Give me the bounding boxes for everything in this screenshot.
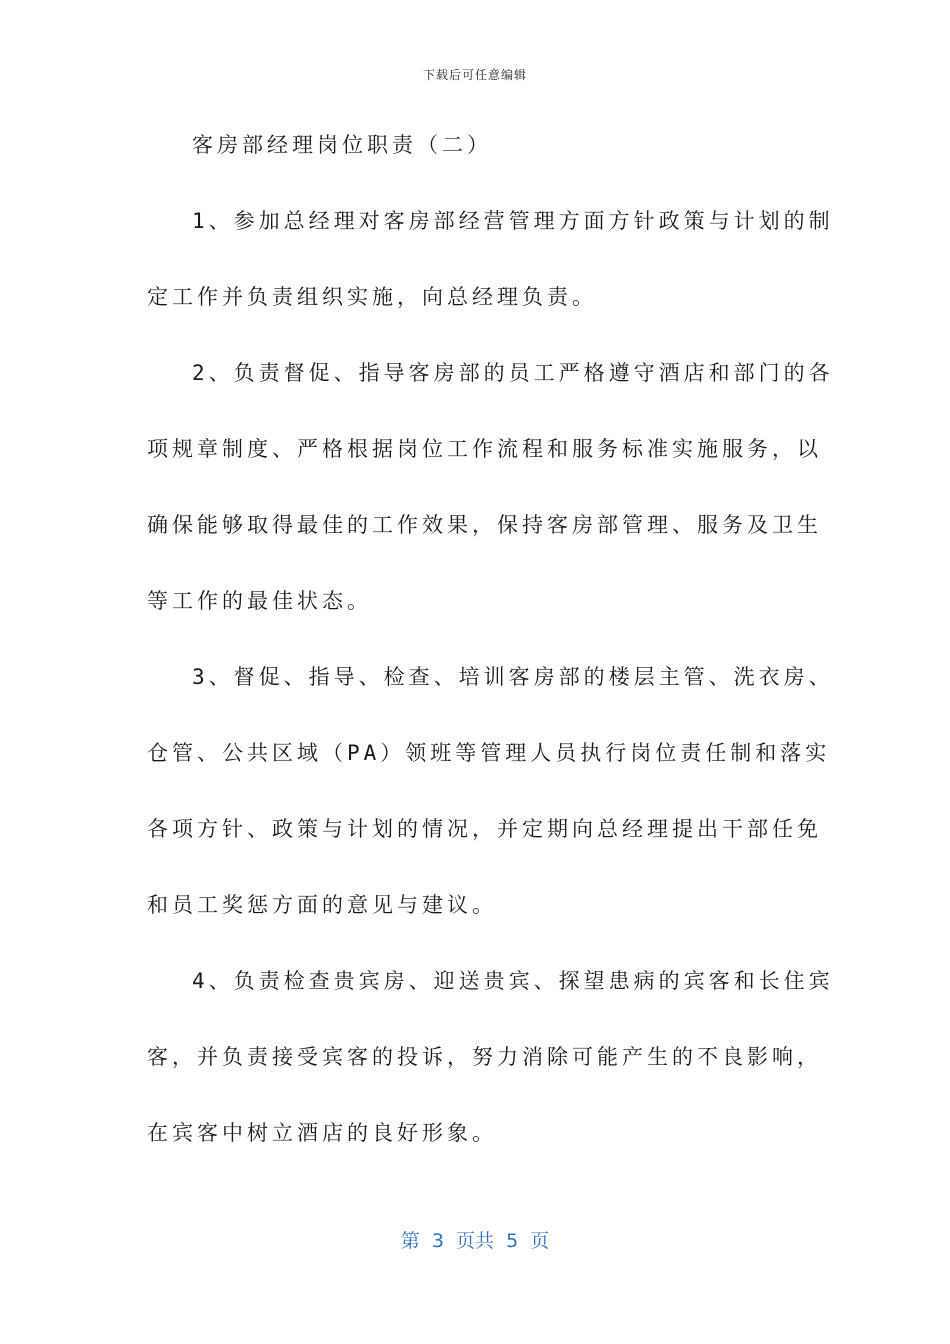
paragraph-2-line-1: 2、负责督促、指导客房部的员工严格遵守酒店和部门的各 (192, 361, 834, 385)
paragraph-3-line-4: 和员工奖惩方面的意见与建议。 (147, 893, 497, 917)
paragraph-2-line-4: 等工作的最佳状态。 (147, 589, 372, 613)
document-title: 客房部经理岗位职责（二） (192, 133, 492, 157)
paragraph-2-line-3: 确保能够取得最佳的工作效果，保持客房部管理、服务及卫生 (147, 513, 822, 537)
header-note: 下载后可任意编辑 (422, 68, 527, 82)
paragraph-4-line-3: 在宾客中树立酒店的良好形象。 (147, 1121, 497, 1145)
paragraph-4-line-2: 客，并负责接受宾客的投诉，努力消除可能产生的不良影响， (147, 1045, 822, 1069)
paragraph-3-line-1: 3、督促、指导、检查、培训客房部的楼层主管、洗衣房、 (192, 665, 834, 689)
page-number-footer: 第 3 页共 5 页 (400, 1230, 550, 1252)
paragraph-4-line-1: 4、负责检查贵宾房、迎送贵宾、探望患病的宾客和长住宾 (192, 969, 834, 993)
paragraph-1-line-1: 1、参加总经理对客房部经营管理方面方针政策与计划的制 (192, 209, 834, 233)
paragraph-1-line-2: 定工作并负责组织实施，向总经理负责。 (147, 285, 597, 309)
document-body (147, 125, 834, 1189)
paragraph-3-line-3: 各项方针、政策与计划的情况，并定期向总经理提出干部任免 (147, 817, 822, 841)
paragraph-2-line-2: 项规章制度、严格根据岗位工作流程和服务标准实施服务，以 (147, 437, 822, 461)
paragraph-3-line-2: 仓管、公共区域（PA）领班等管理人员执行岗位责任制和落实 (147, 741, 831, 765)
